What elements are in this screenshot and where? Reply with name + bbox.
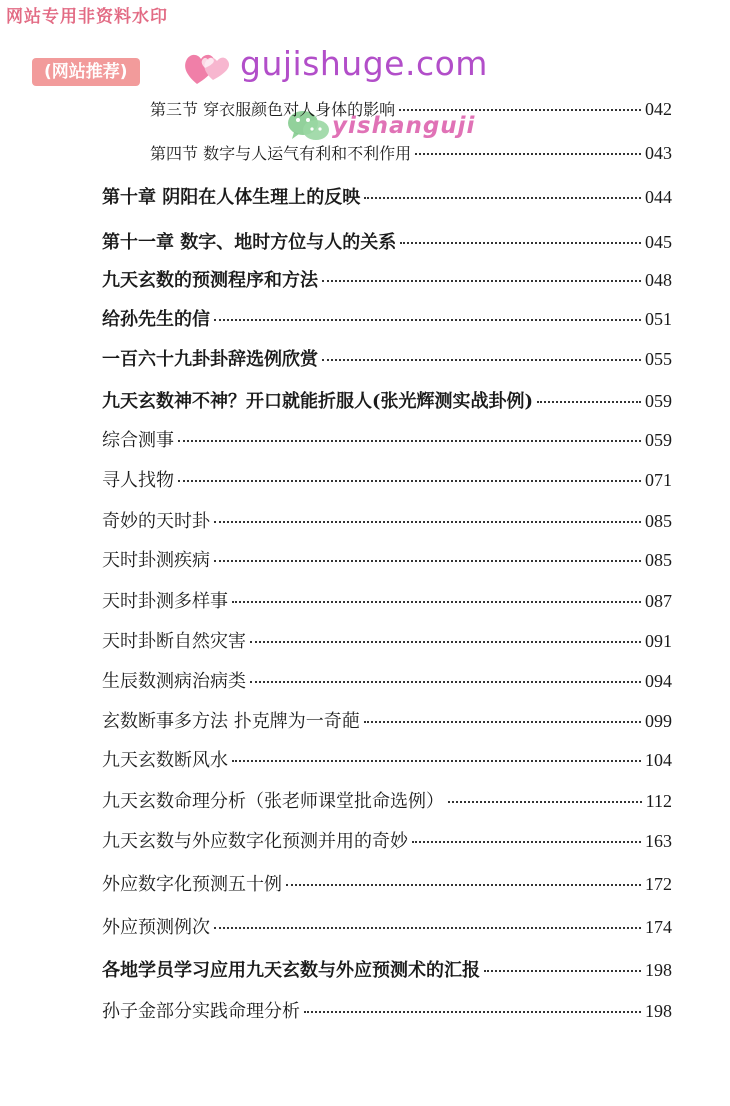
toc-entry: [102, 913, 672, 939]
toc-entry: [102, 546, 672, 572]
dot-leader: [214, 927, 641, 929]
dot-leader: [178, 440, 641, 442]
toc-entry: [102, 266, 672, 292]
toc-entry: [102, 707, 672, 733]
toc-entry: [102, 827, 672, 853]
recommend-badge: (网站推荐): [32, 58, 140, 86]
toc-entry-page: 099: [645, 711, 672, 731]
dot-leader: [232, 601, 641, 603]
toc-entry-page: 085: [645, 511, 672, 531]
toc-entry-title: 九天玄数的预测程序和方法: [102, 270, 318, 291]
dot-leader: [484, 970, 641, 972]
dot-leader: [415, 153, 641, 155]
dot-leader: [214, 560, 641, 562]
dot-leader: [412, 841, 641, 843]
toc-entry-page: 043: [645, 143, 672, 163]
dot-leader: [250, 641, 641, 643]
toc-entry: [102, 466, 672, 492]
wechat-id-watermark: yishanguji: [332, 113, 476, 139]
dot-leader: [322, 359, 641, 361]
dot-leader: [214, 521, 641, 523]
toc-entry: [102, 627, 672, 653]
dot-leader: [400, 242, 641, 244]
dot-leader: [214, 319, 641, 321]
toc-entry: [102, 746, 672, 772]
toc-entry-page: 091: [645, 631, 672, 651]
toc-entry-title: 九天玄数命理分析（张老师课堂批命选例）: [102, 791, 444, 812]
toc-entry-page: 042: [645, 99, 672, 119]
toc-entry-page: 085: [645, 550, 672, 570]
toc-entry: [102, 387, 672, 413]
toc-entry-title: 生辰数测病治病类: [102, 671, 246, 692]
toc-entry: [102, 787, 672, 813]
toc-entry-title: 给孙先生的信: [102, 309, 210, 330]
toc-entry-title: 外应预测例次: [102, 917, 210, 938]
toc-entry: [102, 426, 672, 452]
toc-entry-page: 163: [645, 831, 672, 851]
toc-entry-page: 112: [645, 791, 672, 811]
dot-leader: [322, 280, 641, 282]
toc-entry: [102, 587, 672, 613]
toc-entry-title: 各地学员学习应用九天玄数与外应预测术的汇报: [102, 960, 480, 981]
toc-entry-page: 051: [645, 309, 672, 329]
toc-entry-page: 059: [645, 430, 672, 450]
toc-entry-page: 198: [645, 960, 672, 980]
toc-entry: [150, 97, 672, 120]
toc-entry-page: 094: [645, 671, 672, 691]
toc-entry-title: 第十章 阴阳在人体生理上的反映: [102, 187, 361, 208]
dot-leader: [537, 401, 641, 403]
watermark-top-text: 网站专用非资料水印: [6, 7, 168, 27]
toc-entry-page: 198: [645, 1001, 672, 1021]
toc-entry: [102, 345, 672, 371]
toc-entry-title: 第十一章 数字、地时方位与人的关系: [102, 232, 397, 253]
dot-leader: [178, 480, 641, 482]
toc-entry: [102, 956, 672, 982]
toc-entry-page: 048: [645, 270, 672, 290]
toc-entry-title: 九天玄数神不神？开口就能折服人(张光辉测实战卦例): [102, 391, 534, 412]
toc-entry-page: 055: [645, 349, 672, 369]
toc-entry-title: 奇妙的天时卦: [102, 511, 210, 532]
toc-entry-title: 玄数断事多方法 扑克牌为一奇葩: [102, 711, 360, 732]
toc-entry-page: 045: [645, 232, 672, 252]
toc-entry-title: 天时卦测疾病: [102, 550, 210, 571]
toc-entry: [102, 507, 672, 533]
toc-entry: [102, 305, 672, 331]
toc-entry-page: 172: [645, 874, 672, 894]
toc-entry-title: 第四节 数字与人运气有利和不利作用: [150, 144, 412, 163]
dot-leader: [232, 760, 641, 762]
toc-entry-title: 综合测事: [102, 430, 174, 451]
toc-entry-title: 天时卦测多样事: [102, 591, 228, 612]
toc-entry: [102, 667, 672, 693]
site-watermark: gujishuge.com: [240, 44, 488, 83]
toc-entry-page: 104: [645, 750, 672, 770]
toc-entry: [102, 228, 672, 254]
toc-entry-page: 087: [645, 591, 672, 611]
toc-entry-title: 天时卦断自然灾害: [102, 631, 246, 652]
toc-entry: [102, 870, 672, 896]
dot-leader: [448, 801, 642, 803]
toc-entry: [102, 183, 672, 209]
dot-leader: [364, 721, 641, 723]
dot-leader: [250, 681, 641, 683]
dot-leader: [304, 1011, 641, 1013]
toc-entry-title: 寻人找物: [102, 470, 174, 491]
toc-entry-title: 九天玄数断风水: [102, 750, 228, 771]
toc-entry-title: 九天玄数与外应数字化预测并用的奇妙: [102, 831, 408, 852]
dot-leader: [286, 884, 641, 886]
toc-entry-title: 外应数字化预测五十例: [102, 874, 282, 895]
toc-entry-title: 一百六十九卦卦辞选例欣赏: [102, 349, 318, 370]
toc-entry-title: 孙子金部分实践命理分析: [102, 1001, 300, 1022]
toc-entry-page: 044: [645, 187, 672, 207]
toc-entry: [150, 141, 672, 164]
dot-leader: [399, 109, 641, 111]
toc-entry-page: 059: [645, 391, 672, 411]
dot-leader: [364, 197, 641, 199]
toc-entry: [102, 997, 672, 1023]
toc-entry-title: 第三节 穿衣服颜色对人身体的影响: [150, 100, 396, 119]
toc-entry-page: 174: [645, 917, 672, 937]
toc-entry-page: 071: [645, 470, 672, 490]
